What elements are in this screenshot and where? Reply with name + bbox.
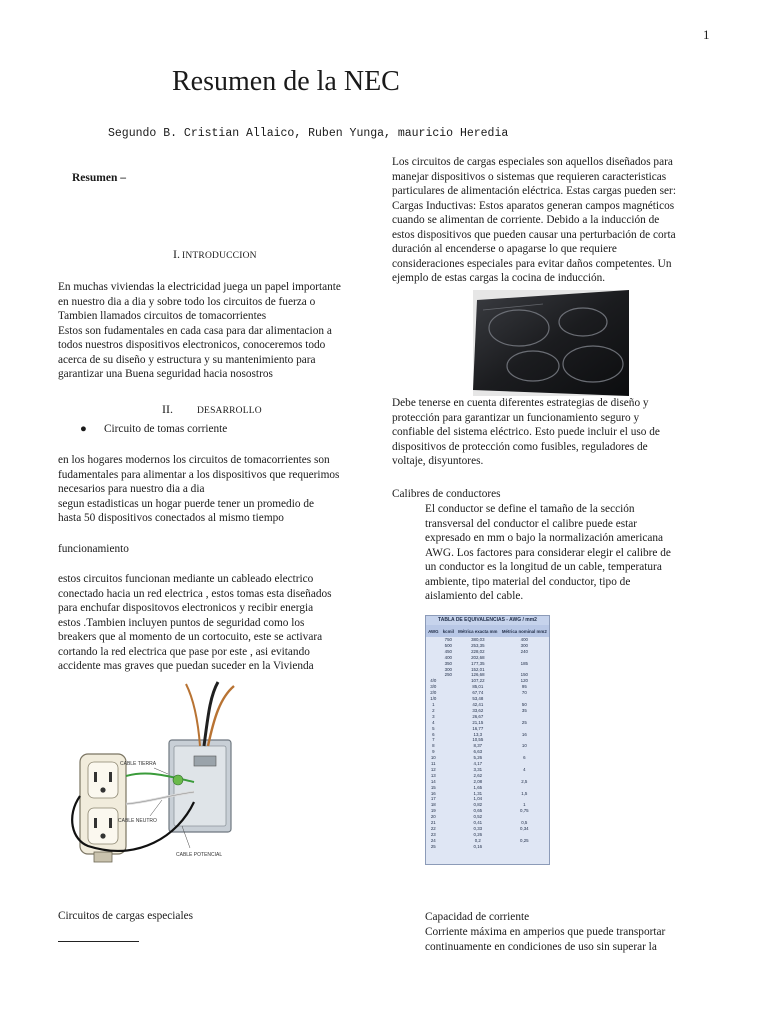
text-line: cuando se alimentan de corriente. Debido a la inducción de bbox=[392, 214, 660, 226]
awg-table-cell: 380,03 bbox=[471, 637, 485, 642]
awg-table-cell: 6 bbox=[523, 755, 526, 761]
bullet-text: Circuito de tomas corriente bbox=[104, 423, 228, 435]
awg-table-cell: 8 bbox=[432, 743, 435, 749]
text-line: expresado en mm o bajo la normalización americana bbox=[425, 532, 664, 544]
text-line: ejemplo de estas cargas la cocina de inducción. bbox=[392, 272, 606, 284]
awg-table-cell: 35 bbox=[521, 707, 527, 713]
awg-table-cell: 6,63 bbox=[473, 749, 483, 755]
awg-table-cell: 0,75 bbox=[520, 808, 529, 814]
label-cable-tierra: CABLE TIERRA bbox=[120, 761, 157, 767]
text-line: particulares de alimentación eléctrica. Estas cargas pueden ser: bbox=[392, 185, 676, 197]
awg-table-cell: 300 bbox=[444, 666, 452, 672]
awg-table-cell: 3/0 bbox=[430, 684, 437, 690]
intro-paragraph bbox=[58, 280, 341, 382]
awg-table-cell: 350 bbox=[444, 660, 452, 666]
paper-title: Resumen de la NEC bbox=[172, 66, 400, 97]
induction-cooktop-photo bbox=[473, 290, 629, 396]
awg-table-cell: 228,02 bbox=[471, 648, 485, 654]
awg-header-cell: kcmil bbox=[441, 625, 456, 637]
text-line: El conductor se define el tamaño de la sección bbox=[425, 503, 635, 515]
calibres-paragraph bbox=[425, 502, 671, 604]
text-line: aislamiento del cable. bbox=[425, 590, 524, 602]
awg-table-cell: 126,68 bbox=[471, 672, 485, 678]
awg-table-cell: 53,48 bbox=[472, 696, 484, 702]
awg-table-cell: 185 bbox=[520, 660, 528, 666]
awg-table-cell: 300 bbox=[520, 642, 528, 648]
awg-table-cell: 1,65 bbox=[473, 784, 483, 790]
awg-table-cell: 9 bbox=[432, 749, 435, 755]
awg-table-cell: 14 bbox=[430, 778, 436, 784]
awg-table-cell: 1 bbox=[432, 701, 435, 707]
awg-table-cell: 15 bbox=[430, 784, 436, 790]
awg-table-cell: 19 bbox=[430, 808, 436, 814]
awg-table-cell: 7 bbox=[432, 737, 435, 743]
text-line: transversal del conductor el calibre puede estar bbox=[425, 517, 638, 530]
awg-table-cell: 20 bbox=[430, 814, 436, 820]
bullet-item bbox=[80, 423, 227, 435]
text-line: Los circuitos de cargas especiales son aquellos diseñados para bbox=[392, 156, 673, 168]
awg-table-cell: 25 bbox=[430, 843, 436, 849]
awg-table-cell: 2,62 bbox=[473, 772, 483, 778]
page-number: 1 bbox=[703, 27, 710, 42]
awg-table-cell: 33,62 bbox=[472, 707, 484, 713]
awg-table-cell: 750 bbox=[444, 637, 452, 642]
capacidad-heading: Capacidad de corriente bbox=[425, 911, 530, 923]
awg-table-cell: 0,41 bbox=[473, 820, 483, 826]
cooktop-image bbox=[473, 290, 629, 396]
section-title: INTRODUCCION bbox=[182, 251, 257, 261]
section-title: DESARROLLO bbox=[197, 406, 262, 416]
awg-table-cell: 150 bbox=[520, 672, 528, 678]
awg-table-cell: 67,74 bbox=[472, 690, 484, 696]
awg-table-cell: 240 bbox=[520, 648, 528, 654]
awg-table-cell: 4 bbox=[432, 719, 435, 725]
awg-table-cell: 107,22 bbox=[471, 678, 485, 684]
awg-table-cell: 4/0 bbox=[430, 678, 437, 684]
awg-table-cell: 1,5 bbox=[521, 790, 528, 796]
text-line: segun estadisticas un hogar puerde tener un promedio de bbox=[58, 497, 314, 510]
awg-table-figure bbox=[425, 615, 550, 865]
awg-table-cell: 25 bbox=[521, 719, 527, 725]
footnote-rule bbox=[58, 941, 139, 942]
awg-table-cell: 10 bbox=[521, 743, 527, 749]
text-line: confiable del sistema eléctrico. Esto puede incluir el uso de bbox=[392, 426, 660, 438]
awg-table-cell: 16 bbox=[521, 731, 527, 737]
awg-table-cell: 21 bbox=[430, 820, 436, 826]
awg-table-cell: 21,15 bbox=[472, 719, 484, 725]
awg-table-cell bbox=[441, 844, 456, 850]
outlet-wiring-figure bbox=[58, 676, 258, 866]
section-number: II. bbox=[162, 402, 173, 416]
awg-table-cell: 24 bbox=[430, 837, 436, 843]
text-line: accidente mas graves que puedan suceder en la Vivienda bbox=[58, 660, 314, 672]
awg-header-cell: Métrica nominal mm2 bbox=[500, 625, 549, 637]
awg-table-cell: 1 bbox=[523, 802, 526, 808]
awg-table-cell: 152,01 bbox=[471, 666, 485, 672]
text-line: Corriente máxima en amperios que puede transportar bbox=[425, 926, 666, 938]
awg-table-cell: 13 bbox=[430, 772, 436, 778]
awg-table-cell: 250 bbox=[444, 672, 452, 678]
awg-table-cell: 10 bbox=[430, 755, 436, 761]
text-line: continuamente en condiciones de uso sin superar la bbox=[425, 940, 657, 953]
awg-table-cell: 0,34 bbox=[520, 826, 529, 831]
awg-table-cell: 22 bbox=[430, 826, 436, 831]
text-line: AWG. Los factores para considerar elegir el calibre de bbox=[425, 546, 671, 559]
text-line: estos .Tambien incluyen puntos de seguridad como los bbox=[58, 616, 305, 629]
awg-table-cell: 13,3 bbox=[473, 731, 483, 737]
text-line: para enchufar dispositovos electronicos y recibir energia bbox=[58, 602, 314, 614]
awg-table-cell: 5 bbox=[432, 725, 435, 731]
funcionamiento-paragraph bbox=[58, 572, 332, 674]
outlet-wiring-illustration bbox=[58, 676, 258, 866]
awg-table-cell: 8,37 bbox=[473, 743, 483, 749]
awg-table-cell: 253,35 bbox=[471, 642, 485, 648]
cargas-paragraph bbox=[392, 155, 676, 286]
awg-table-cell: 3 bbox=[432, 713, 435, 719]
awg-table-cell: 177,35 bbox=[471, 660, 485, 666]
awg-table-cell: 0,25 bbox=[520, 837, 529, 843]
awg-table-cell: 0,82 bbox=[473, 802, 483, 808]
authors: Segundo B. Cristian Allaico, Ruben Yunga, mauricio Heredia bbox=[108, 127, 509, 140]
awg-table-cell: 95 bbox=[521, 684, 527, 690]
awg-table-title: TABLA DE EQUIVALENCIAS - AWG / mm2 bbox=[426, 616, 549, 625]
awg-table-cell: 85,01 bbox=[472, 684, 484, 690]
cargas-especiales-heading: Circuitos de cargas especiales bbox=[58, 910, 193, 922]
text-line: En muchas viviendas la electricidad juega un papel importante bbox=[58, 281, 341, 293]
awg-table-cell: 2 bbox=[432, 707, 435, 713]
awg-table-cell: 5,26 bbox=[473, 755, 483, 761]
bullet-dot: ● bbox=[80, 423, 87, 435]
awg-table-cell: 0,65 bbox=[473, 808, 483, 814]
text-line: breakers que al momento de un cortocuito, este se activara bbox=[58, 631, 323, 643]
section-heading-introduccion bbox=[173, 247, 257, 262]
awg-table-cell: 0,5 bbox=[521, 820, 528, 826]
awg-table-cell: 1,31 bbox=[473, 790, 483, 796]
text-line: Tambien llamados circuitos de tomacorrientes bbox=[58, 310, 267, 322]
calibres-heading: Calibres de conductores bbox=[392, 488, 501, 500]
proteccion-paragraph bbox=[392, 396, 660, 469]
tomas-paragraph bbox=[58, 453, 339, 526]
awg-table-cell: 1,04 bbox=[473, 796, 483, 802]
awg-header-cell: Métrica exacta mm bbox=[456, 625, 500, 637]
label-cable-neutro: CABLE NEUTRO bbox=[118, 818, 157, 824]
awg-table-cell: 4,17 bbox=[473, 761, 483, 767]
text-line: en nuestro dia a dia y sobre todo los circuitos de fuerza o bbox=[58, 295, 316, 308]
section-heading-desarrollo bbox=[162, 402, 262, 417]
awg-table-cell: 0,52 bbox=[473, 814, 483, 820]
capacidad-paragraph bbox=[425, 925, 665, 954]
text-line: en los hogares modernos los circuitos de tomacorrientes son bbox=[58, 454, 330, 466]
awg-table-cell: 16,77 bbox=[472, 725, 484, 731]
awg-table-cell: 26,67 bbox=[472, 713, 484, 719]
awg-table-cell: 70 bbox=[521, 690, 527, 696]
text-line: Debe tenerse en cuenta diferentes estrategias de diseño y bbox=[392, 397, 649, 409]
label-cable-potencial: CABLE POTENCIAL bbox=[176, 852, 223, 858]
awg-table-cell: 2/0 bbox=[430, 690, 437, 696]
awg-table-cell: 0,33 bbox=[473, 826, 483, 831]
text-line: dispositivos de protección como fusibles, reguladores de bbox=[392, 440, 648, 453]
text-line: voltaje, disyuntores. bbox=[392, 455, 484, 467]
text-line: necesarios para nuestro dia a dia bbox=[58, 483, 205, 495]
awg-header-row bbox=[426, 625, 549, 637]
awg-table-cell: 2,08 bbox=[473, 778, 483, 784]
text-line: un conductor es la longitud de un cable, temperatura bbox=[425, 561, 662, 573]
awg-table-cell: 11 bbox=[431, 761, 436, 767]
text-line: todos nuestros dispositivos electronicos, conoceremos todo bbox=[58, 339, 326, 351]
awg-table-cell: 400 bbox=[444, 654, 452, 660]
awg-table-cell: 450 bbox=[444, 648, 452, 654]
awg-header-cell: AWG bbox=[426, 625, 441, 637]
text-line: estos circuitos funcionan mediante un cableado electrico bbox=[58, 573, 314, 585]
text-line: Cargas Inductivas: Estos aparatos generan campos magnéticos bbox=[392, 199, 675, 212]
text-line: Estos son fudamentales en cada casa para dar alimentacion a bbox=[58, 324, 332, 337]
awg-table-cell: 10,55 bbox=[472, 737, 484, 743]
awg-table-cell: 3,31 bbox=[473, 766, 483, 772]
awg-table-cell: 0,16 bbox=[473, 843, 483, 849]
awg-table-row bbox=[426, 844, 549, 850]
awg-table-cell: 4 bbox=[523, 766, 526, 772]
awg-table-cell: 400 bbox=[520, 637, 528, 642]
section-number: I. bbox=[173, 247, 180, 261]
text-line: estos dispositivos que pueden causar una perturbación de corta bbox=[392, 228, 676, 241]
awg-table-cell: 2,5 bbox=[521, 778, 528, 784]
text-line: cortando la red electrica que pase por este , asi evitando bbox=[58, 645, 310, 658]
text-line: hasta 50 dispositivos conectados al mismo tiempo bbox=[58, 512, 284, 524]
awg-table-cell: 0,2 bbox=[474, 837, 481, 843]
awg-table-cell: 18 bbox=[430, 802, 436, 808]
awg-table-cell: 42,41 bbox=[472, 701, 484, 707]
awg-table-cell: 12 bbox=[430, 766, 436, 772]
text-line: fudamentales para alimentar a los dispositivos que requerimos bbox=[58, 468, 340, 481]
funcionamiento-label: funcionamiento bbox=[58, 543, 129, 555]
awg-table-cell bbox=[500, 844, 549, 850]
text-line: acerca de su diseño y estructura y su mantenimiento para bbox=[58, 353, 316, 366]
abstract-label: Resumen – bbox=[72, 172, 126, 184]
text-line: protección para garantizar un funcionamiento seguro y bbox=[392, 411, 640, 424]
text-line: conectado hacia un red electrica , estos tomas esta diseñados bbox=[58, 587, 332, 600]
text-line: duración al encenderse o apagarse lo que requiere bbox=[392, 243, 617, 255]
awg-table-cell: 0,26 bbox=[473, 831, 483, 837]
awg-table-cell: 16 bbox=[430, 790, 436, 796]
text-line: manejar dispositivos o sistemas que requieren caracteristicas bbox=[392, 170, 667, 183]
awg-table-cell: 120 bbox=[520, 678, 528, 684]
awg-table-cell: 202,68 bbox=[471, 654, 485, 660]
awg-table-cell: 6 bbox=[432, 731, 435, 737]
awg-table-cell: 23 bbox=[430, 831, 436, 837]
awg-table-cell: 50 bbox=[521, 701, 527, 707]
awg-table-cell: 1/0 bbox=[430, 696, 437, 702]
text-line: garantizar una Buena seguridad hacia nosostros bbox=[58, 368, 273, 380]
awg-table-cell: 500 bbox=[444, 642, 452, 648]
text-line: ambiente, tipo material del conductor, tipo de bbox=[425, 575, 631, 588]
awg-table-cell: 17 bbox=[430, 796, 436, 802]
awg-table bbox=[426, 625, 549, 850]
text-line: consideraciones especiales para evitar daños competentes. Un bbox=[392, 257, 672, 270]
